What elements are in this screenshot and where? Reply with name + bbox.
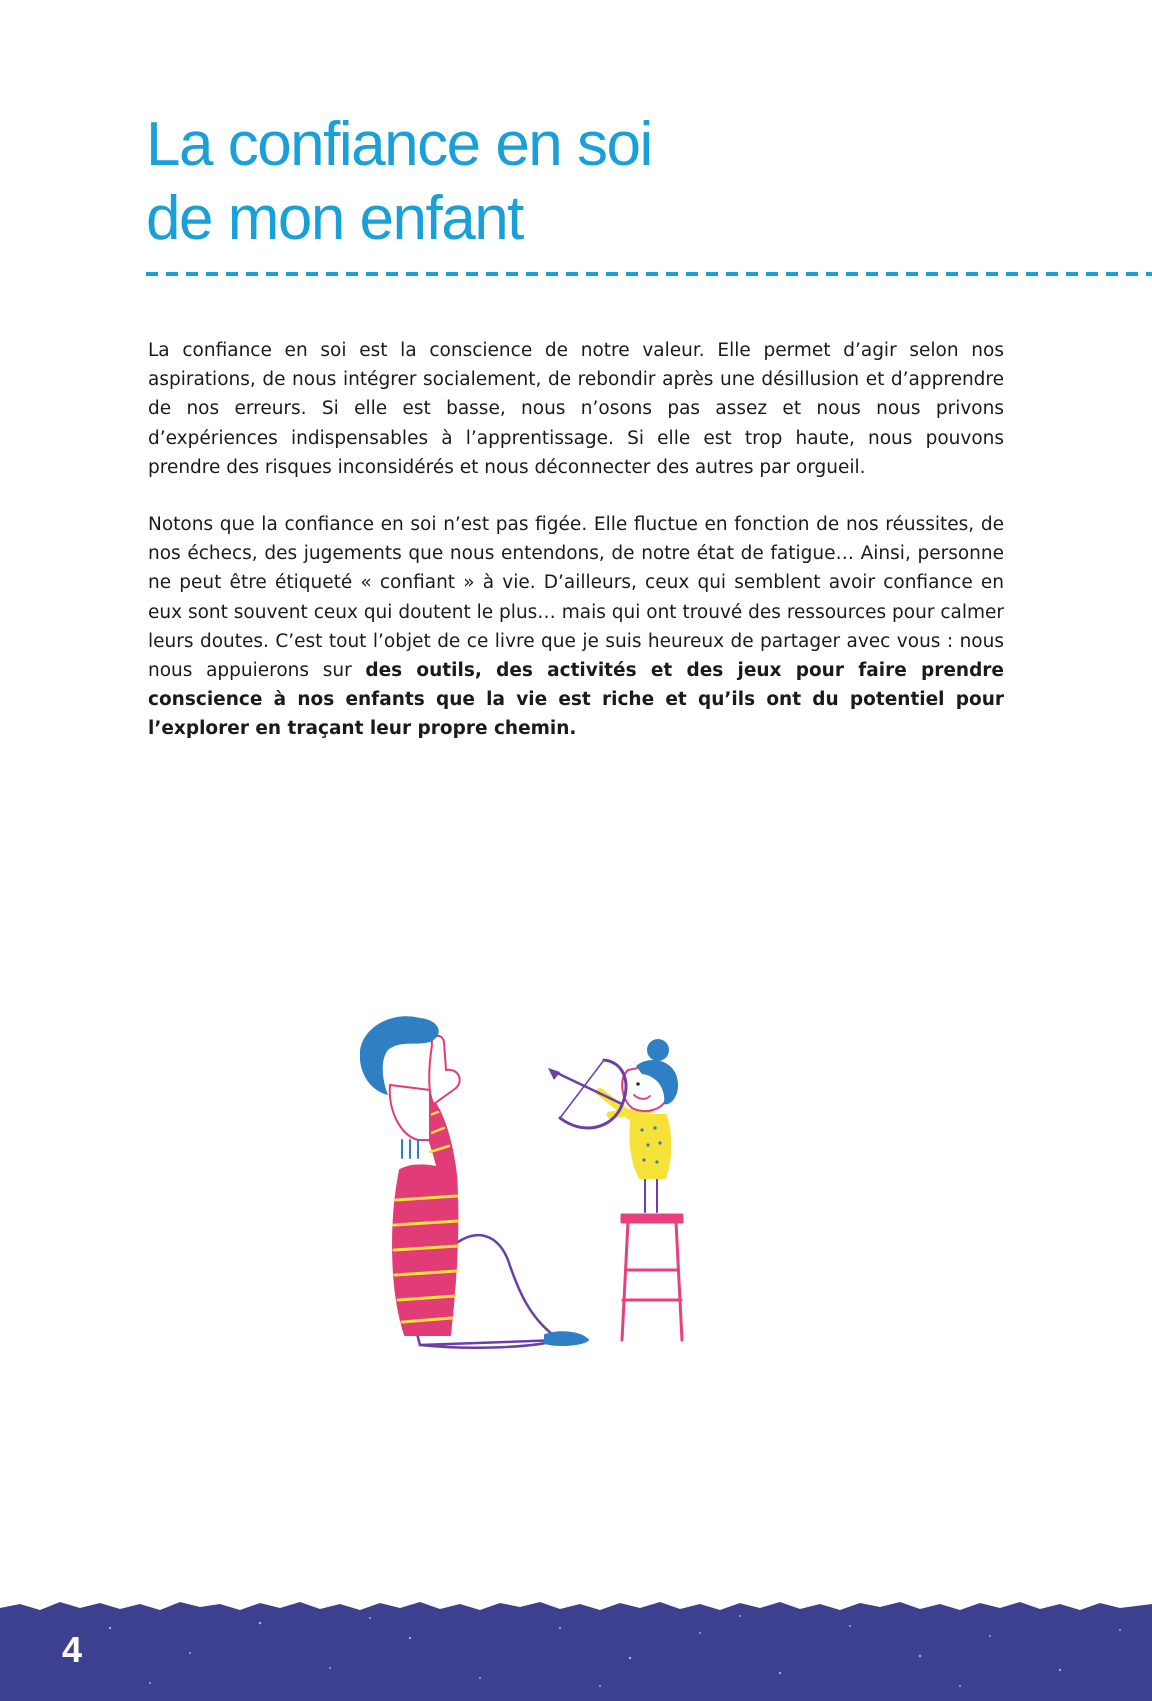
page-title-line-1: La confiance en soi: [146, 110, 652, 179]
page-title: [146, 108, 946, 256]
page-number: 4: [62, 1629, 83, 1670]
title-dashed-divider: [146, 272, 1152, 276]
second-paragraph: [148, 510, 1004, 744]
child-figure: [548, 1039, 682, 1340]
parent-hand: [429, 1036, 459, 1104]
arrow: [555, 1072, 622, 1104]
page-title-line-2: de mon enfant: [146, 184, 523, 253]
parent-child-archery-illustration: [360, 1000, 760, 1410]
second-paragraph-bold-text: des outils, des activités et des jeux pour faire prendre conscience à nos enfants que la vie est riche et qu’ils ont du potentiel pour l’explorer en traçant leur propre chemin.: [148, 660, 1004, 740]
bow: [560, 1060, 626, 1128]
footer-band: [0, 1598, 1152, 1701]
parent-shoe: [545, 1332, 588, 1345]
parent-figure: [360, 1016, 588, 1347]
parent-hair: [360, 1016, 439, 1095]
second-paragraph-text: Notons que la confiance en soi n’est pas figée. Elle fluctue en fonction de nos réussites, de nos échecs, des jugements que nous entendons, de notre état de fatigue… Ainsi, personne ne peut être étiqueté « confiant » à vie. D’ailleurs, ceux qui semblent avoir confiance en eux sont souvent ceux qui doutent le plus… mais qui ont trouvé des ressources pour calmer leurs doutes. C’est tout l’objet de ce livre que je suis heureux de partager avec vous : nous nous appuierons sur: [148, 514, 1004, 682]
intro-paragraph: La confiance en soi est la conscience de notre valeur. Elle permet d’agir selon nos aspirations, de nous intégrer socialement, de rebondir après une désillusion et d’apprendre de nos erreurs. Si elle est basse, nous n’osons pas assez et nous nous privons d’expériences indispensables à l’apprentissage. Si elle est trop haute, nous pouvons prendre des risques inconsidérés et nous déconnecter des autres par orgueil.: [148, 340, 1004, 478]
stool: [622, 1215, 682, 1340]
parent-face: [390, 1085, 430, 1140]
